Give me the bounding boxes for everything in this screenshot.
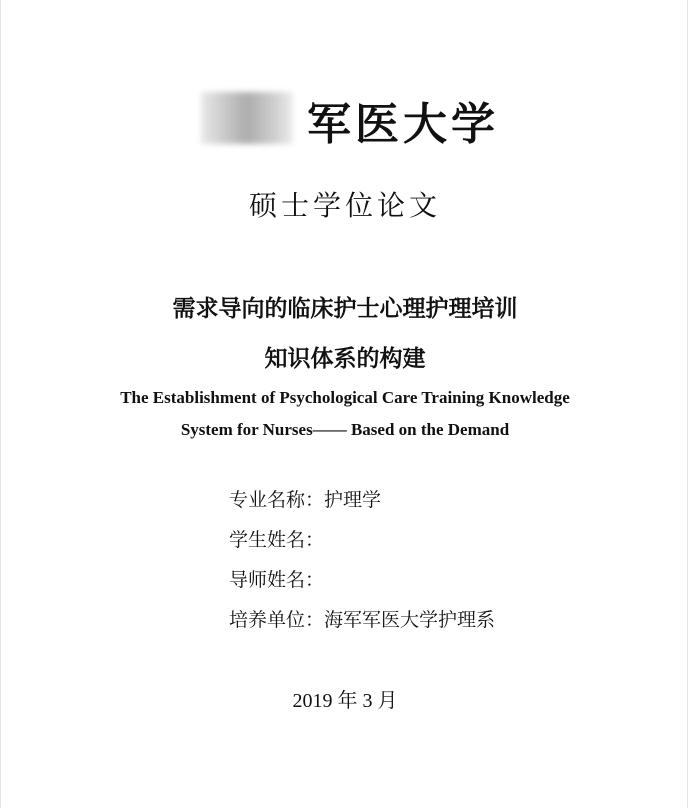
student-label: 学生姓名： — [229, 529, 325, 551]
thesis-title-cn-line1: 需求导向的临床护士心理护理培训 — [172, 296, 518, 322]
degree-type: 硕士学位论文 — [248, 189, 441, 222]
unit-value: 海军军医大学护理系 — [324, 609, 496, 631]
unit-row — [229, 607, 495, 647]
advisor-row — [229, 567, 495, 607]
thesis-title-en-line2: System for Nurses—— Based on the Demand — [180, 420, 510, 439]
thesis-info-block — [229, 487, 495, 647]
university-name: 军医大学 — [307, 99, 499, 150]
advisor-label: 导师姓名： — [229, 569, 325, 591]
major-row — [229, 487, 495, 527]
university-header — [1, 80, 688, 150]
thesis-title-cn-line2: 知识体系的构建 — [264, 346, 426, 372]
unit-label: 培养单位： — [229, 609, 325, 631]
student-row — [229, 527, 495, 567]
major-value: 护理学 — [324, 489, 382, 511]
thesis-date: 2019 年 3 月 — [292, 690, 398, 712]
redacted-university-prefix — [201, 92, 293, 144]
major-label: 专业名称： — [229, 489, 325, 511]
thesis-title-en-line1: The Establishment of Psychological Care Training Knowledge — [120, 388, 570, 407]
